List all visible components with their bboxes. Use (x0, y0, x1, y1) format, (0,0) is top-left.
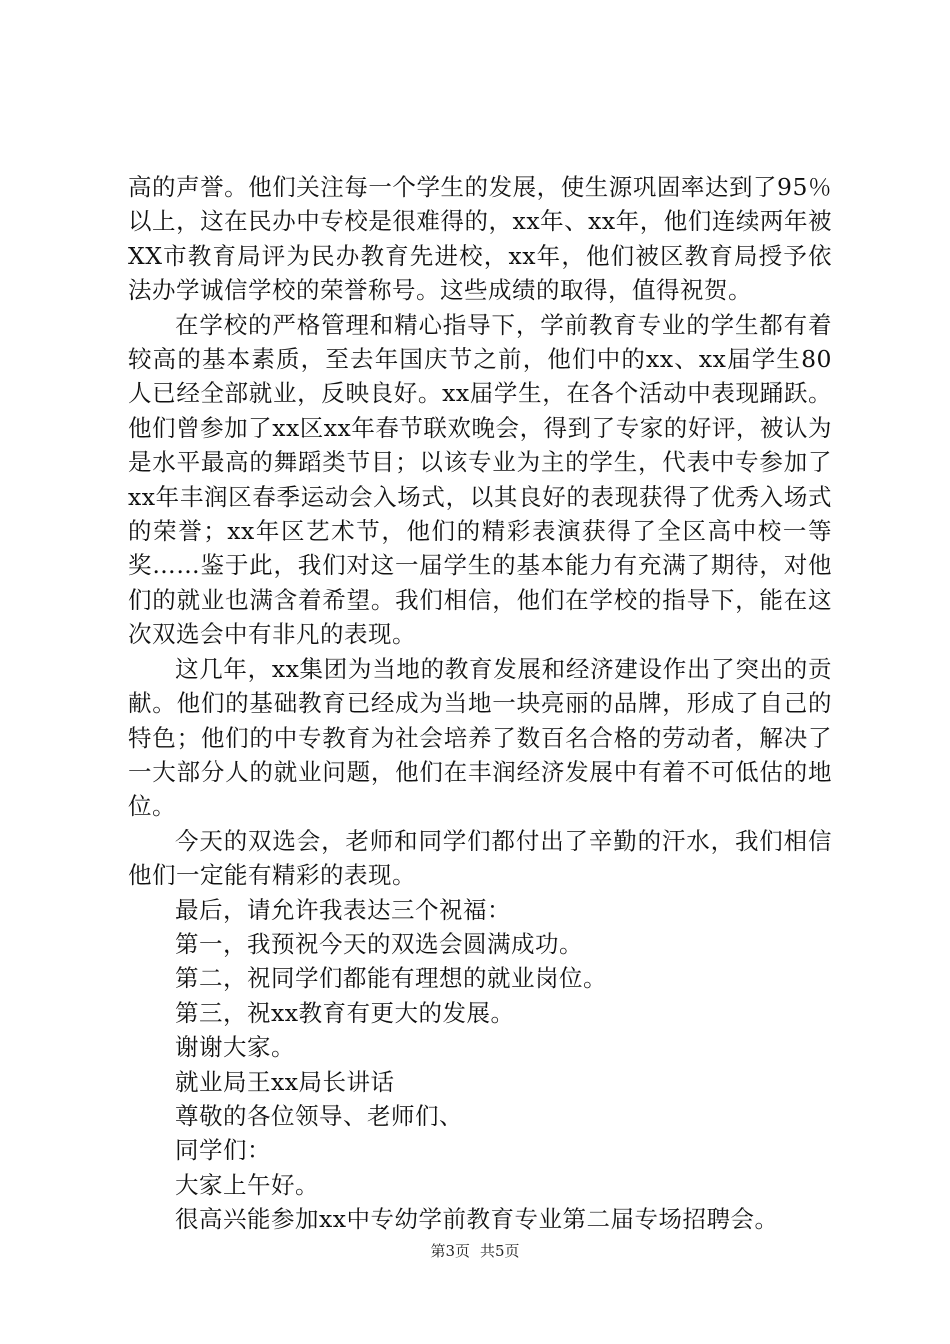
paragraph-three-wishes-intro: 最后，请允许我表达三个祝福： (175, 895, 511, 924)
page-footer (0, 1241, 950, 1261)
paragraph-job-fair-today: 今天的双选会，老师和同学们都付出了辛勤的汗水，我们相信他们一定能有精彩的表现。 (128, 826, 832, 890)
speech-title: 就业局王xx局长讲话 (175, 1067, 395, 1096)
paragraph-group-contribution: 这几年，xx集团为当地的教育发展和经济建设作出了突出的贡献。他们的基础教育已经成为当地一块亮丽的品牌，形成了自己的特色；他们的中专教育为社会培养了数百名合格的劳动者，解决了一大部分人的就业问题，他们在丰润经济发展中有着不可低估的地位。 (128, 654, 832, 821)
paragraph-wish-three: 第三，祝xx教育有更大的发展。 (175, 998, 515, 1027)
paragraph-students-achievements: 在学校的严格管理和精心指导下，学前教育专业的学生都有着较高的基本素质，至去年国庆节之前，他们中的xx、xx届学生80人已经全部就业，反映良好。xx届学生，在各个活动中表现踊跃。他们曾参加了xx区xx年春节联欢晚会，得到了专家的好评，被认为是水平最高的舞蹈类节目；以该专业为主的学生，代表中专参加了xx年丰润区春季运动会入场式，以其良好的表现获得了优秀入场式的荣誉；xx年区艺术节，他们的精彩表演获得了全区高中校一等奖……鉴于此，我们对这一届学生的基本能力有充满了期待，对他们的就业也满含着希望。我们相信，他们在学校的指导下，能在这次双选会中有非凡的表现。 (128, 310, 832, 649)
paragraph-wish-two: 第二，祝同学们都能有理想的就业岗位。 (175, 964, 607, 993)
document-body (128, 170, 832, 1237)
page-number-current: 第3页 (430, 1242, 470, 1260)
greeting-good-morning: 大家上午好。 (175, 1170, 319, 1199)
salutation-students: 同学们： (175, 1136, 271, 1165)
salutation-leaders-teachers: 尊敬的各位领导、老师们、 (175, 1101, 463, 1130)
paragraph-honor-continuation: 高的声誉。他们关注每一个学生的发展，使生源巩固率达到了95％以上，这在民办中专校是很难得的，xx年、xx年，他们连续两年被XX市教育局评为民办教育先进校，xx年，他们被区教育局授予依法办学诚信学校的荣誉称号。这些成绩的取得，值得祝贺。 (128, 173, 832, 305)
page-number-total: 共5页 (480, 1242, 520, 1260)
paragraph-wish-one: 第一，我预祝今天的双选会圆满成功。 (175, 929, 583, 958)
paragraph-opening-remark: 很高兴能参加xx中专幼学前教育专业第二届专场招聘会。 (175, 1205, 779, 1234)
paragraph-thanks: 谢谢大家。 (175, 1033, 295, 1062)
